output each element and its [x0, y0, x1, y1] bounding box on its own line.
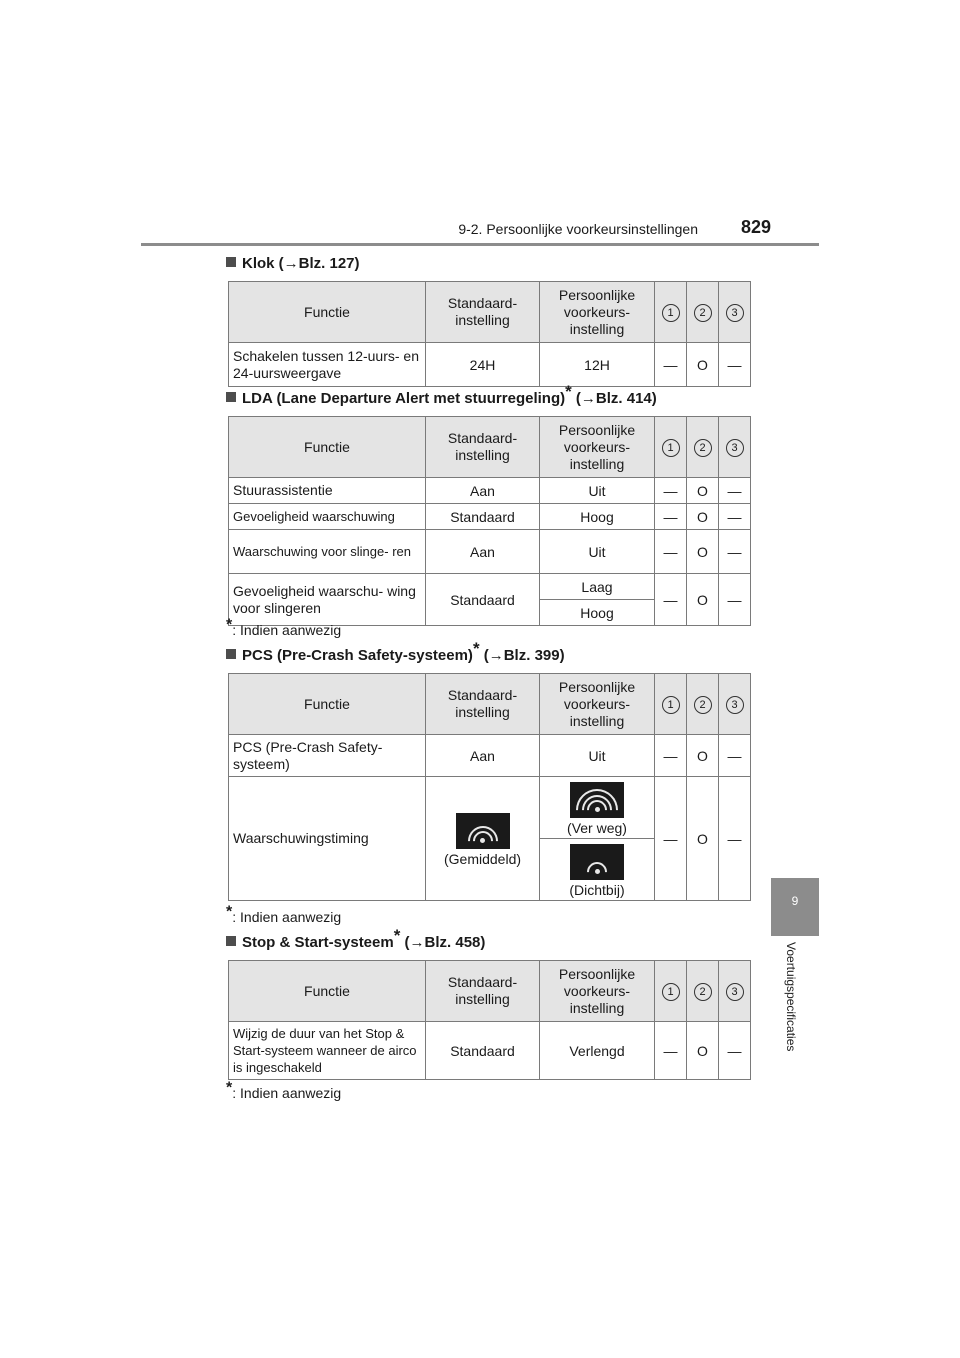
section-title-lda: LDA (Lane Departure Alert met stuurregeling)* (→Blz. 414)	[226, 390, 657, 407]
table-row: Gevoeligheid waarschuwing Standaard Hoog — O —	[229, 504, 751, 530]
col-personal: Persoonlijke voorkeurs- instelling	[540, 282, 655, 343]
section-title-klok: Klok (→Blz. 127)	[226, 255, 360, 272]
chapter-tab: 9	[771, 878, 819, 936]
section-bullet-icon	[226, 392, 236, 402]
table-header-row: Functie Standaard- instelling Persoonlijke voorkeurs- instelling 1 2 3	[229, 417, 751, 478]
table-row: Waarschuwingstiming (Gemiddeld) (Ver weg) — O —	[229, 777, 751, 839]
table-stop-start	[228, 960, 751, 1080]
table-header-row	[229, 282, 751, 343]
footnote: *: Indien aanwezig	[226, 1079, 342, 1101]
table-row: PCS (Pre-Crash Safety- systeem) Aan Uit — O —	[229, 735, 751, 777]
table-header-row: Functie Standaard- instelling Persoonlijke voorkeurs- instelling 1 2 3	[229, 674, 751, 735]
page-number: 829	[741, 217, 772, 237]
header-rule	[141, 243, 819, 246]
table-pcs	[228, 673, 751, 901]
col-default: Standaard- instelling	[426, 282, 540, 343]
table-header-row: Functie Standaard- instelling Persoonlijke voorkeurs- instelling 1 2 3	[229, 961, 751, 1022]
section-bullet-icon	[226, 936, 236, 946]
warning-timing-near-icon	[570, 844, 624, 880]
table-klok	[228, 281, 751, 387]
table-row: (Dichtbij)	[229, 839, 751, 901]
section-title-pcs: PCS (Pre-Crash Safety-systeem)* (→Blz. 399)	[226, 647, 565, 664]
col-3: 3	[719, 282, 751, 343]
col-2: 2	[687, 282, 719, 343]
table-row: Schakelen tussen 12-uurs- en 24-uursweergave 24H 12H — O —	[229, 343, 751, 387]
table-row: Gevoeligheid waarschu- wing voor slingeren Standaard Laag — O —	[229, 574, 751, 600]
table-lda	[228, 416, 751, 626]
section-bullet-icon	[226, 649, 236, 659]
section-title-stop-start: Stop & Start-systeem* (→Blz. 458)	[226, 934, 485, 951]
header-section-title: 9-2. Persoonlijke voorkeursinstellingen	[458, 221, 698, 237]
table-row: Hoog	[229, 600, 751, 626]
table-row: Wijzig de duur van het Stop & Start-systeem wanneer de airco is ingeschakeld Standaard Verlengd — O —	[229, 1022, 751, 1080]
warning-timing-far-icon	[570, 782, 624, 818]
section-bullet-icon	[226, 257, 236, 267]
col-1: 1	[655, 282, 687, 343]
footnote: *: Indien aanwezig	[226, 616, 342, 638]
col-function: Functie	[229, 282, 426, 343]
table-row: Stuurassistentie Aan Uit — O —	[229, 478, 751, 504]
chapter-label: Voertuigspecificaties	[784, 942, 798, 1052]
footnote: *: Indien aanwezig	[226, 903, 342, 925]
table-row: Waarschuwing voor slinge- ren Aan Uit — O —	[229, 530, 751, 574]
warning-timing-medium-icon	[456, 813, 510, 849]
